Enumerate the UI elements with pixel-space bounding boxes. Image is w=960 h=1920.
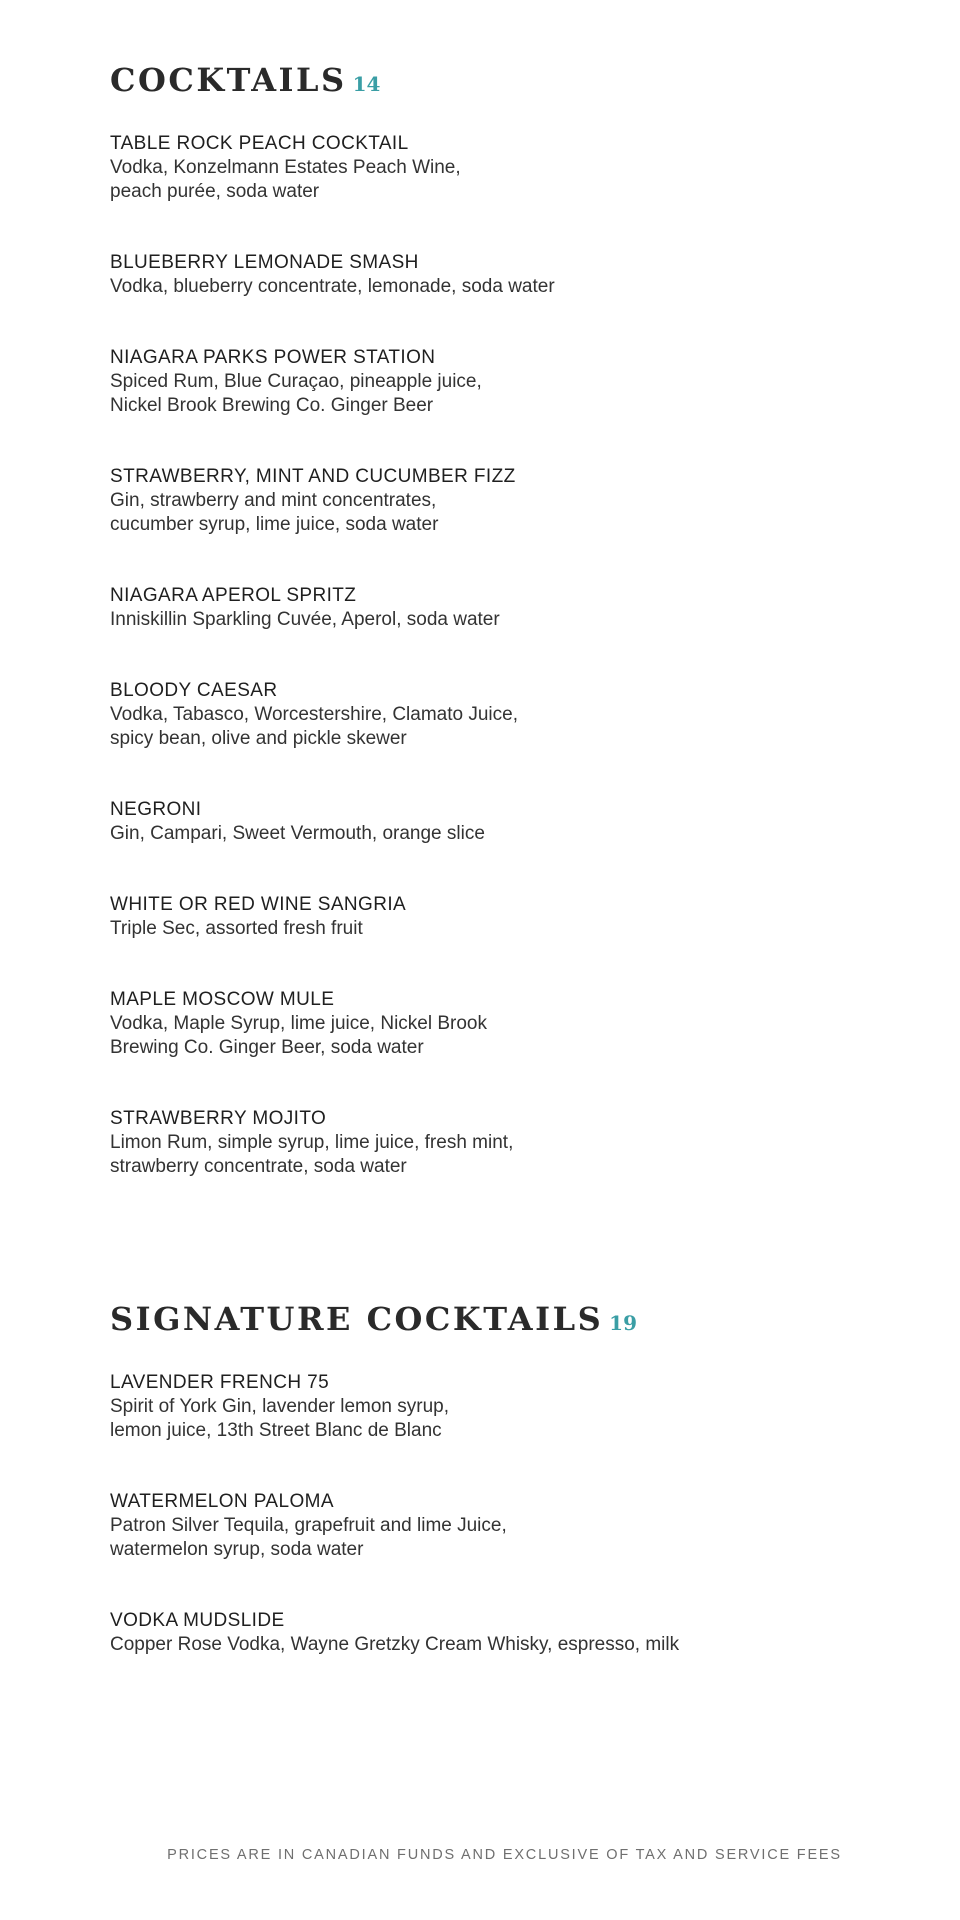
signature-cocktails-heading-text: SIGNATURE COCKTAILS: [110, 1300, 604, 1338]
menu-item-ingredients: Vodka, Tabasco, Worcestershire, Clamato Juice,: [110, 704, 518, 725]
menu-item-ingredients: peach purée, soda water: [110, 181, 320, 202]
menu-item-ingredients: Inniskillin Sparkling Cuvée, Aperol, soda water: [110, 609, 500, 630]
menu-item-ingredients: Copper Rose Vodka, Wayne Gretzky Cream Whisky, espresso, milk: [110, 1634, 680, 1655]
menu-item-name: MAPLE MOSCOW MULE: [110, 989, 335, 1010]
cocktails-section: [110, 58, 910, 1226]
menu-item-ingredients: Limon Rum, simple syrup, lime juice, fresh mint,: [110, 1132, 514, 1153]
menu-item-name: BLUEBERRY LEMONADE SMASH: [110, 252, 419, 273]
menu-item: [110, 798, 910, 846]
menu-item: [110, 132, 910, 204]
menu-item-name: NEGRONI: [110, 799, 202, 820]
menu-item-ingredients: Nickel Brook Brewing Co. Ginger Beer: [110, 395, 434, 416]
menu-item-ingredients: spicy bean, olive and pickle skewer: [110, 728, 407, 749]
signature-cocktails-heading: [110, 1297, 910, 1345]
menu-item: [110, 1609, 910, 1657]
menu-item-ingredients: Patron Silver Tequila, grapefruit and lime Juice,: [110, 1515, 507, 1536]
signature-cocktails-section: [110, 1297, 910, 1704]
menu-item-ingredients: watermelon syrup, soda water: [110, 1539, 364, 1560]
menu-item-ingredients: strawberry concentrate, soda water: [110, 1156, 407, 1177]
menu-item: [110, 251, 910, 299]
menu-item: [110, 465, 910, 537]
menu-item: [110, 1490, 910, 1562]
menu-item: [110, 1107, 910, 1179]
cocktails-heading: [110, 58, 910, 106]
menu-item: [110, 1371, 910, 1443]
menu-item: [110, 679, 910, 751]
menu-item-ingredients: Gin, strawberry and mint concentrates,: [110, 490, 437, 511]
menu-item-ingredients: Spirit of York Gin, lavender lemon syrup,: [110, 1396, 450, 1417]
menu-item-ingredients: Vodka, blueberry concentrate, lemonade, soda water: [110, 276, 555, 297]
menu-item: [110, 893, 910, 941]
menu-item: [110, 584, 910, 632]
menu-item-name: WATERMELON PALOMA: [110, 1491, 334, 1512]
menu-item-name: STRAWBERRY, MINT AND CUCUMBER FIZZ: [110, 466, 516, 487]
menu-item: [110, 346, 910, 418]
menu-item-name: WHITE OR RED WINE SANGRIA: [110, 894, 407, 915]
menu-item-name: BLOODY CAESAR: [110, 680, 278, 701]
menu-item-name: NIAGARA PARKS POWER STATION: [110, 347, 436, 368]
menu-item-ingredients: Gin, Campari, Sweet Vermouth, orange slice: [110, 823, 485, 844]
menu-item-name: NIAGARA APEROL SPRITZ: [110, 585, 357, 606]
menu-item-ingredients: cucumber syrup, lime juice, soda water: [110, 514, 439, 535]
signature-cocktails-list: [110, 1371, 910, 1657]
signature-cocktails-price: 19: [609, 1311, 638, 1335]
menu-item-ingredients: lemon juice, 13th Street Blanc de Blanc: [110, 1420, 442, 1441]
menu-item-ingredients: Brewing Co. Ginger Beer, soda water: [110, 1037, 424, 1058]
menu-item-ingredients: Vodka, Maple Syrup, lime juice, Nickel Brook: [110, 1013, 487, 1034]
menu-item-ingredients: Vodka, Konzelmann Estates Peach Wine,: [110, 157, 461, 178]
menu-item: [110, 988, 910, 1060]
menu-item-name: STRAWBERRY MOJITO: [110, 1108, 327, 1129]
menu-item-ingredients: Spiced Rum, Blue Curaçao, pineapple juice,: [110, 371, 482, 392]
menu-item-name: TABLE ROCK PEACH COCKTAIL: [110, 133, 409, 154]
menu-item-ingredients: Triple Sec, assorted fresh fruit: [110, 918, 363, 939]
menu-item-name: LAVENDER FRENCH 75: [110, 1372, 330, 1393]
menu-item-name: VODKA MUDSLIDE: [110, 1610, 285, 1631]
cocktails-list: [110, 132, 910, 1179]
cocktails-heading-text: COCKTAILS: [110, 61, 347, 99]
footer-note: PRICES ARE IN CANADIAN FUNDS AND EXCLUSIVE OF TAX AND SERVICE FEES: [167, 1847, 842, 1863]
cocktails-price: 14: [352, 72, 381, 96]
